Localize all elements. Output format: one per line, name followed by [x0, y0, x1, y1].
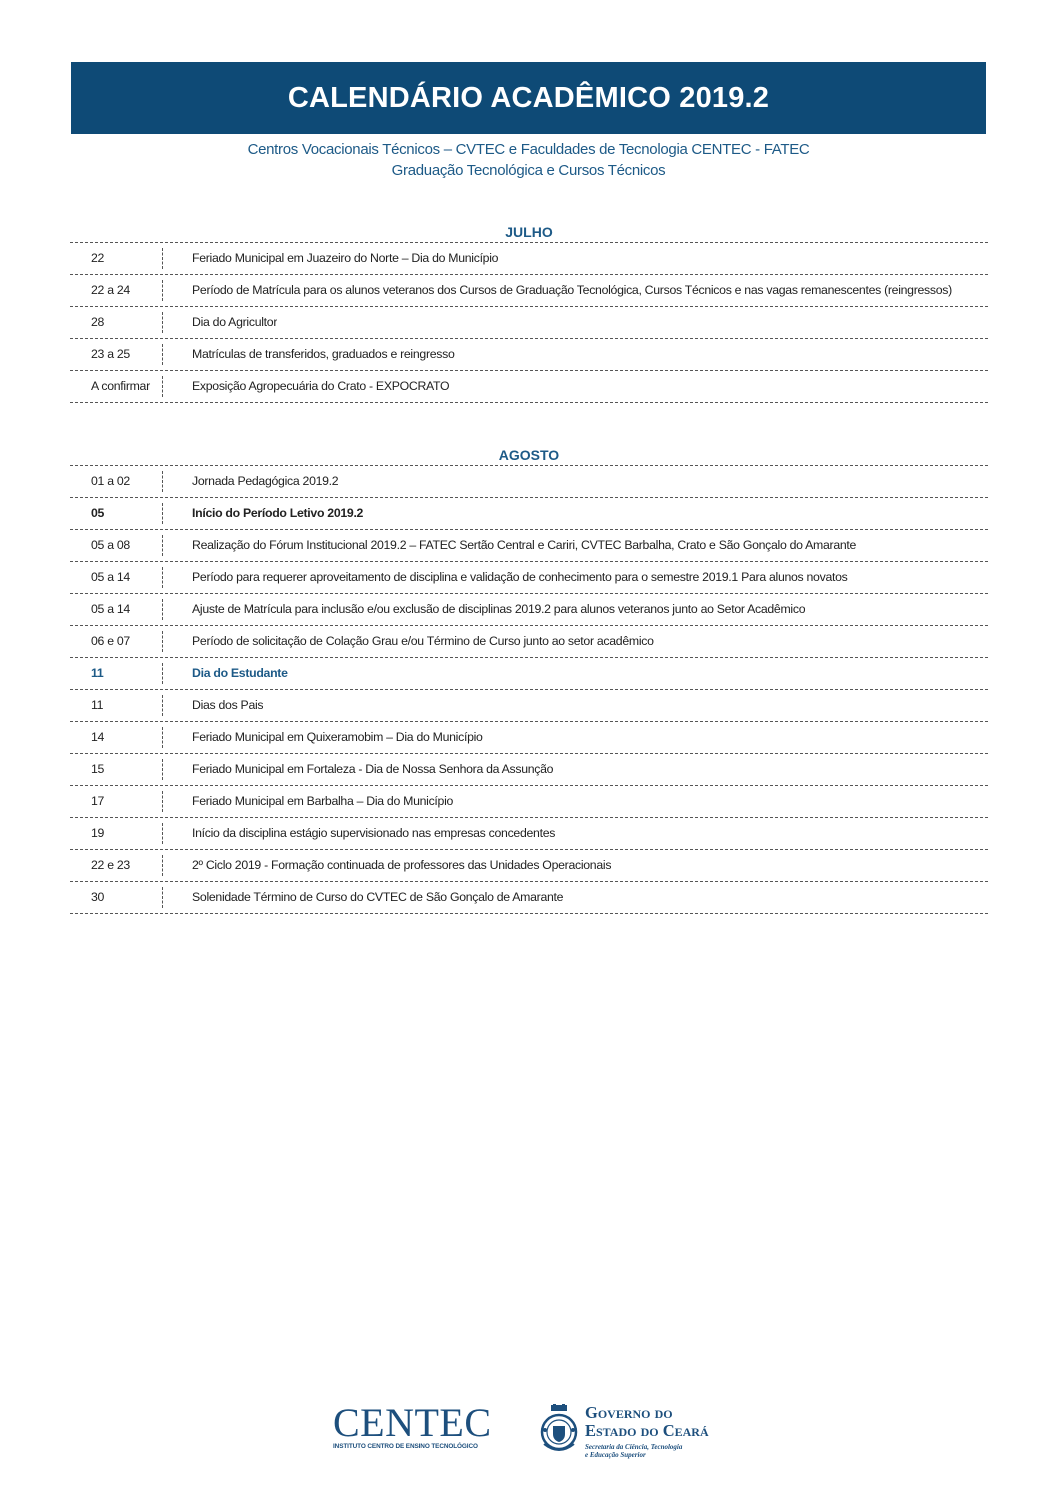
- government-logo-sub2: e Educação Superior: [585, 1451, 646, 1459]
- section-july: [70, 223, 988, 403]
- table-row: [70, 722, 988, 754]
- table-row: [70, 562, 988, 594]
- row-date: 11: [70, 695, 163, 716]
- row-date: 22: [70, 248, 163, 269]
- row-date: 22 a 24: [70, 280, 163, 301]
- row-date: 05 a 08: [70, 535, 163, 556]
- centec-logo: [333, 1400, 513, 1450]
- row-description: Exposição Agropecuária do Crato - EXPOCRATO: [192, 379, 450, 393]
- government-logo-text: [585, 1404, 709, 1459]
- subtitle-institutions: Centros Vocacionais Técnicos – CVTEC e Faculdades de Tecnologia CENTEC - FATEC: [247, 141, 810, 158]
- table-row: [70, 850, 988, 882]
- row-date: 05 a 14: [70, 599, 163, 620]
- subtitle-courses: Graduação Tecnológica e Cursos Técnicos: [391, 162, 666, 179]
- row-date: 14: [70, 727, 163, 748]
- row-description: Matrículas de transferidos, graduados e reingresso: [192, 347, 455, 361]
- row-date: 30: [70, 887, 163, 908]
- government-logo-line1: Governo do: [585, 1403, 673, 1422]
- centec-logo-wordmark: CENTEC: [333, 1400, 492, 1445]
- row-description: Feriado Municipal em Quixeramobim – Dia do Município: [192, 730, 483, 744]
- row-description: Jornada Pedagógica 2019.2: [192, 474, 339, 488]
- row-date: 11: [70, 663, 163, 684]
- table-row: [70, 754, 988, 786]
- government-logo-line2: Estado do Ceará: [585, 1421, 709, 1440]
- centec-logo-subtitle: INSTITUTO CENTRO DE ENSINO TECNOLÓGICO: [333, 1443, 478, 1450]
- row-date: 01 a 02: [70, 471, 163, 492]
- table-row: [70, 275, 988, 307]
- table-row: [70, 243, 988, 275]
- row-description: Solenidade Término de Curso do CVTEC de São Gonçalo de Amarante: [192, 890, 564, 904]
- row-description: Ajuste de Matrícula para inclusão e/ou exclusão de disciplinas 2019.2 para alunos veteranos junto ao Setor Acadêmico: [192, 602, 806, 616]
- row-description: Feriado Municipal em Juazeiro do Norte – Dia do Município: [192, 251, 499, 265]
- government-logo: [539, 1404, 709, 1459]
- row-date: 19: [70, 823, 163, 844]
- row-date: 05 a 14: [70, 567, 163, 588]
- section-august: [70, 446, 988, 914]
- table-row: [70, 786, 988, 818]
- row-description: 2º Ciclo 2019 - Formação continuada de professores das Unidades Operacionais: [192, 858, 612, 872]
- month-heading: AGOSTO: [498, 447, 560, 463]
- row-description: Realização do Fórum Institucional 2019.2 – FATEC Sertão Central e Cariri, CVTEC Barbalha, Crato e São Gonçalo do Amarante: [192, 538, 857, 552]
- row-date: 15: [70, 759, 163, 780]
- calendar-table: [70, 242, 988, 403]
- table-row: [70, 658, 988, 690]
- ceara-coat-of-arms-icon: [539, 1404, 579, 1456]
- row-description: Início da disciplina estágio supervisionado nas empresas concedentes: [192, 826, 556, 840]
- row-description: Período de Matrícula para os alunos veteranos dos Cursos de Graduação Tecnológica, Cursos Técnicos e nas vagas remanescentes (reingressos): [192, 283, 952, 297]
- footer-logos: [333, 1400, 709, 1464]
- row-date: 23 a 25: [70, 344, 163, 365]
- row-date: 22 e 23: [70, 855, 163, 876]
- table-row: [70, 307, 988, 339]
- table-row: [70, 339, 988, 371]
- table-row: [70, 818, 988, 850]
- row-description: Início do Período Letivo 2019.2: [192, 506, 364, 520]
- table-row: [70, 690, 988, 722]
- month-heading: JULHO: [505, 224, 553, 240]
- table-row: [70, 882, 988, 914]
- row-description: Feriado Municipal em Fortaleza - Dia de Nossa Senhora da Assunção: [192, 762, 554, 776]
- row-description: Dias dos Pais: [192, 698, 264, 712]
- row-description: Feriado Municipal em Barbalha – Dia do Município: [192, 794, 454, 808]
- table-row: [70, 530, 988, 562]
- row-description: Dia do Estudante: [192, 666, 288, 680]
- row-date: 28: [70, 312, 163, 333]
- table-row: [70, 626, 988, 658]
- row-date: 06 e 07: [70, 631, 163, 652]
- row-description: Período de solicitação de Colação Grau e/ou Término de Curso junto ao setor acadêmico: [192, 634, 654, 648]
- table-row: [70, 594, 988, 626]
- table-row: [70, 498, 988, 530]
- row-date: 17: [70, 791, 163, 812]
- calendar-table: [70, 465, 988, 914]
- government-logo-sub1: Secretaria da Ciência, Tecnologia: [585, 1443, 683, 1451]
- row-date: 05: [70, 503, 163, 524]
- table-row: [70, 371, 988, 403]
- page-title: CALENDÁRIO ACADÊMICO 2019.2: [71, 62, 986, 134]
- row-date: A confirmar: [70, 376, 163, 397]
- row-description: Dia do Agricultor: [192, 315, 278, 329]
- row-description: Período para requerer aproveitamento de disciplina e validação de conhecimento para o semestre 2019.1 Para alunos novatos: [192, 570, 848, 584]
- table-row: [70, 466, 988, 498]
